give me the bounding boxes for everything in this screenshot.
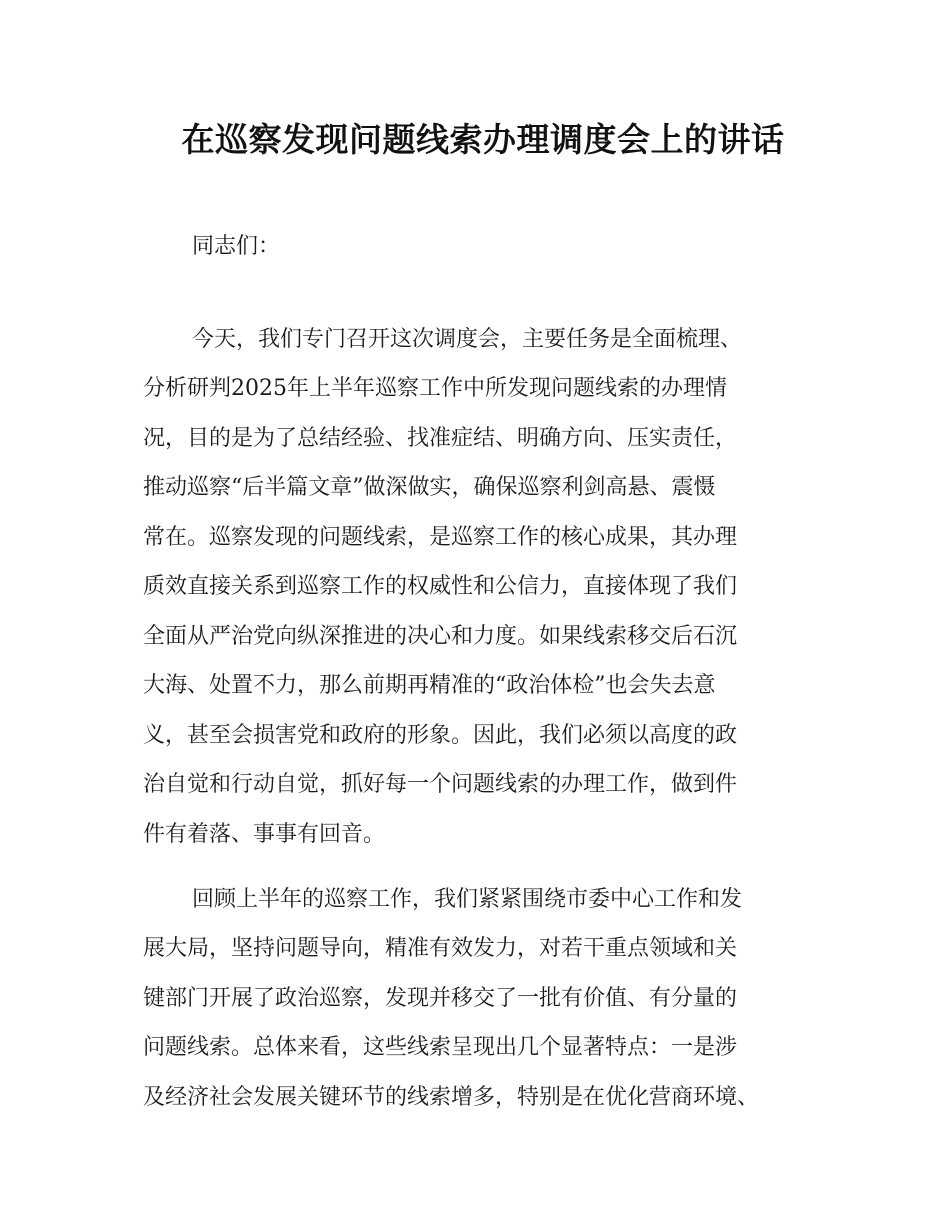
paragraph-1-line-8: 大海、处置不力，那么前期再精准的“政治体检”也会失去意 <box>143 673 716 698</box>
paragraph-1-line-6: 质效直接关系到巡察工作的权威性和公信力，直接体现了我们 <box>143 574 738 599</box>
paragraph-1-line-1: 今天，我们专门召开这次调度会，主要任务是全面梳理、 <box>192 327 743 352</box>
paragraph-1-line-10: 治自觉和行动自觉，抓好每一个问题线索的办理工作，做到件 <box>143 772 738 797</box>
paragraph-1-line-11: 件有着落、事事有回音。 <box>143 822 386 847</box>
paragraph-1-line-7: 全面从严治党向纵深推进的决心和力度。如果线索移交后石沉 <box>143 624 738 649</box>
paragraph-2-line-5: 及经济社会发展关键环节的线索增多，特别是在优化营商环境、 <box>143 1085 760 1110</box>
paragraph-2-line-2: 展大局，坚持问题导向，精准有效发力，对若干重点领域和关 <box>143 936 738 961</box>
document-title: 在巡察发现问题线索办理调度会上的讲话 <box>181 120 785 159</box>
paragraph-2-line-1: 回顾上半年的巡察工作，我们紧紧围绕市委中心工作和发 <box>192 887 743 912</box>
salutation: 同志们： <box>192 234 281 259</box>
paragraph-1-line-9: 义，甚至会损害党和政府的形象。因此，我们必须以高度的政 <box>143 723 738 748</box>
paragraph-1-line-5: 常在。巡察发现的问题线索，是巡察工作的核心成果，其办理 <box>143 525 738 550</box>
paragraph-1-line-4: 推动巡察“后半篇文章”做深做实，确保巡察利剑高悬、震慑 <box>143 475 716 500</box>
paragraph-2-line-3: 键部门开展了政治巡察，发现并移交了一批有价值、有分量的 <box>143 986 738 1011</box>
paragraph-2-line-4: 问题线索。总体来看，这些线索呈现出几个显著特点：一是涉 <box>143 1035 738 1060</box>
paragraph-1-line-2: 分析研判2025年上半年巡察工作中所发现问题线索的办理情 <box>143 376 727 401</box>
paragraph-1-line-3: 况，目的是为了总结经验、找准症结、明确方向、压实责任， <box>143 426 738 451</box>
